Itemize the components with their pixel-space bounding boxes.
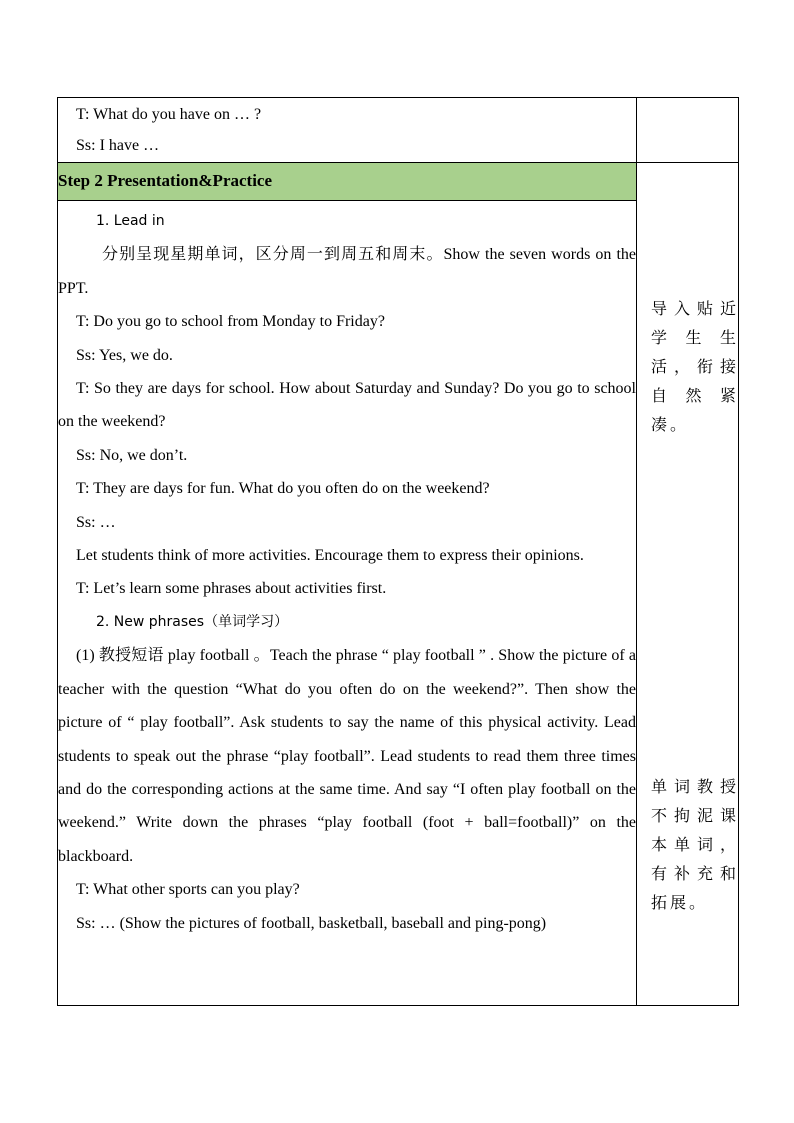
step2-content-row bbox=[58, 201, 739, 1006]
notes-cell-empty bbox=[637, 98, 739, 163]
new-phrases-paragraph: (1) 教授短语 play football 。Teach the phrase “ play football ” . Show the picture of a teacher with the question “What do you often do on the weekend?”. Then show the picture of “ play football”. Ask students to say the name of this physical activity. Lead students to speak out the phrase “play football”. Lead students to read them three times and do the corresponding actions at the same time. And say “I often play football on the weekend.” Write down the phrases “play football (foot + ball=football)” on the blackboard. bbox=[58, 647, 636, 865]
dialogue-line: T: What other sports can you play? bbox=[76, 881, 300, 899]
new-phrases-heading: 2. New phrases（单词学习） bbox=[96, 613, 289, 630]
step2-header-cell bbox=[58, 163, 637, 201]
dialogue-line: Ss: Yes, we do. bbox=[76, 346, 173, 364]
instruction-line: Let students think of more activities. Encourage them to express their opinions. bbox=[76, 547, 584, 565]
dialogue-line-students: Ss: I have … bbox=[76, 137, 160, 155]
dialogue-line: T: They are days for fun. What do you often do on the weekend? bbox=[76, 480, 490, 498]
dialogue-line: T: Let’s learn some phrases about activities first. bbox=[76, 580, 387, 598]
dialogue-row bbox=[58, 98, 739, 163]
step2-title: Step 2 Presentation&Practice bbox=[58, 171, 273, 190]
dialogue-cell bbox=[58, 98, 637, 163]
dialogue-line: Ss: … bbox=[76, 513, 116, 531]
dialogue-line: T: Do you go to school from Monday to Friday? bbox=[76, 313, 385, 331]
lead-in-heading: 1. Lead in bbox=[96, 213, 165, 229]
step2-header-row bbox=[58, 163, 739, 201]
step2-content-cell bbox=[58, 201, 637, 1006]
teaching-note-lead-in: 导入贴近学生生活，衔接自然紧凑。 bbox=[651, 299, 739, 434]
dialogue-line: T: So they are days for school. How about Saturday and Sunday? Do you go to school on the weekend? bbox=[58, 380, 636, 431]
dialogue-line: Ss: No, we don’t. bbox=[76, 446, 188, 464]
dialogue-line-teacher: T: What do you have on … ? bbox=[76, 106, 262, 123]
lesson-plan-table bbox=[57, 97, 739, 1006]
teaching-note-vocabulary: 单词教授不拘泥课本单词，有补充和拓展。 bbox=[651, 777, 739, 912]
lead-in-paragraph: 分别呈现星期单词，区分周一到周五和周末。Show the seven words on the PPT. bbox=[58, 246, 636, 297]
dialogue-line: Ss: … (Show the pictures of football, basketball, baseball and ping-pong) bbox=[76, 914, 547, 932]
